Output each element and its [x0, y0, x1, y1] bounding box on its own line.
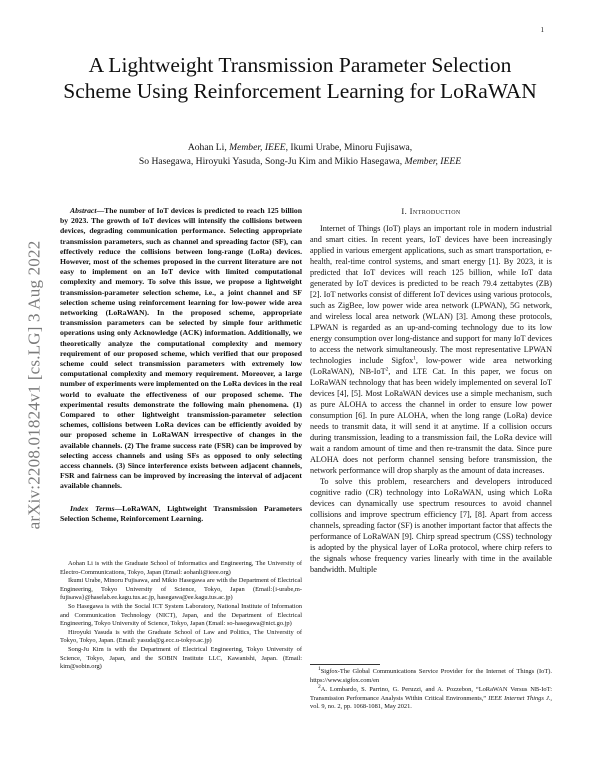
footnote-item: $^2$A. Lombardo, S. Parrino, G. Peruzzi, and A. Pozzebon, “LoRaWAN Versus NB-IoT: Transmission Performance Analysis Within Critical Environments,” IEEE Internet Things J., vol. 9, no. 2, pp. 1068-1081, May 2021.	[310, 684, 552, 711]
author-line-2: So Hasegawa, Hiroyuki Yasuda, Song-Ju Kim and Mikio Hasegawa, Member, IEEE	[138, 155, 462, 167]
affiliation-item: So Hasegawa is with the Social ICT System Laboratory, National Institute of Information and Communication Technology (NICT), Japan, and the Department of Electrical Engineering, Tokyo University of Science, Tokyo, Japan (Email: so-hasegawa@nict.go.jp)	[60, 602, 302, 628]
member-ieee-2: Member, IEEE	[404, 155, 462, 167]
index-terms-lead: Index Terms	[70, 503, 115, 513]
affiliation-item: Song-Ju Kim is with the Department of Electrical Engineering, Tokyo University of Science, Tokyo, Japan, and the SOBIN Institute LLC, Kawanishi, Japan. (Email: kim@sobin.org)	[60, 645, 302, 671]
introduction-body	[310, 223, 552, 575]
section-title: Introduction	[409, 206, 461, 216]
author-line-1: Aohan Li, Member, IEEE, Ikumi Urabe, Minoru Fujisawa,	[187, 142, 413, 153]
abstract-lead: Abstract	[70, 206, 97, 215]
intro-paragraph: Internet of Things (IoT) plays an important role in modern industrial and smart cities. In recent years, IoT devices have been increasingly applied in various emergent applications, such as smart transportation, e-health, real-time control systems, and smart energy [1]. By 2023, it is predicted that IoT devices will reach 125 billion, while IoT data generated by IoT devices is predicted to be reach 79.4 zettabytes (ZB) [2]. IoT networks consist of different IoT devices using various protocols, such as ZigBee, low power wide area network (LPWAN), 5G network, and wireless local area network (WLAN) [3]. Among these protocols, LPWAN is regarded as an up-and-coming technology due to its low energy consumption over long-distance and support for many IoT devices to access the network simultaneously. The most representative LPWAN technologies include Sigfox$^1$, low-power wide area networking (LoRaWAN), NB-IoT$^2$, and LTE Cat. In this paper, we focus on LoRaWAN technology that has been widely implemented on several IoT devices [4], [5]. Most LoRaWAN devices use a simple mechanism, such as pure ALOHA to access the channel in order to ensure low power consumption [6]. In pure ALOHA, when the long range (LoRa) device needs to transmit data, it will send it at anytime. If a collision occurs during transmission, leading to a transmission fail, the LoRa device will wait a random amount of time and then re-transmit the data. Since pure ALOHA does not perform channel sensing before transmission, the network performance will drop sharply as the amount of data increases.	[310, 224, 552, 475]
footnote-item: $^1$Sigfox-The Global Communications Service Provider for the Internet of Things (IoT). https://www.sigfox.com/en	[310, 665, 552, 684]
arxiv-watermark	[24, 200, 44, 570]
member-ieee-1: Member, IEEE	[229, 142, 286, 153]
arxiv-id: arXiv:2208.01824v1 [cs.LG] 3 Aug 2022	[24, 240, 44, 530]
left-column	[60, 206, 302, 524]
footnote-ref[interactable]: 2	[385, 366, 389, 373]
abstract	[60, 206, 302, 492]
section-numeral: I.	[401, 206, 410, 216]
affiliations	[60, 560, 302, 672]
affiliation-item: Ikumi Urabe, Minoru Fujisawa, and Mikio Hasegawa are with the Department of Electrical Engineering, Tokyo University of Science, Tokyo, Japan (Email:{i-urabe,m-fujisawa}@haselab.ee.kagu.tus.ac.jp, hasegawa@ee.kagu.tus.ac.jp)	[60, 577, 302, 602]
footnotes	[310, 664, 552, 713]
index-terms	[60, 504, 302, 524]
intro-paragraph: To solve this problem, researchers and developers introduced cognitive radio (CR) technology into LoRaWAN, using which LoRa devices can dynamically use spectrum resources to avoid channel collisions and improve spectrum efficiency [7], [8]. Apart from access channels, spreading factor (SF) is another important factor that affects the performance of LoRaWAN [9]. Chirp spread spectrum (CSS) technology is adopted by the physical layer of LoRa protocol, where chirp refers to the signals whose frequency varies linearly with time in the available bandwidth. Multiple	[310, 477, 552, 574]
index-terms-text: —LoRaWAN, Lightweight Transmission Parameters Selection Scheme, Reinforcement Learning.	[60, 503, 302, 523]
author-list	[60, 141, 540, 168]
section-heading	[310, 206, 552, 217]
right-column	[310, 206, 552, 575]
paper-title: A Lightweight Transmission Parameter Selection Scheme Using Reinforcement Learning for LoRaWAN	[63, 53, 537, 103]
footnote-ref[interactable]: 1	[413, 355, 416, 362]
page-number: 1	[540, 26, 544, 34]
affiliation-item: Hiroyuki Yasuda is with the Graduate School of Law and Politics, The University of Tokyo, Tokyo, Japan. (Email: yasuda@g.ecc.u-tokyo.ac.jp)	[60, 628, 302, 645]
footnote-rule	[310, 664, 380, 665]
abstract-text: —The number of IoT devices is predicted to reach 125 billion by 2023. The growth of IoT devices will intensify the collisions between devices, degrading communication performance. Selecting appropriate transmission parameters, such as channel and spreading factor (SF), can effectively reduce the collisions between long-range (LoRa) devices. However, most of the schemes proposed in the current literature are not easy to implement on an IoT device with limited computational complexity and memory. To solve this issue, we propose a lightweight transmission-parameter selection scheme, i.e., a joint channel and SF selection scheme using reinforcement learning for low-power wide area networking (LoRaWAN). In the proposed scheme, appropriate transmission parameters can be selected by simple four arithmetic operations using only Acknowledge (ACK) information. Additionally, we theoretically analyze the computational complexity and memory requirement of our proposed scheme, which verified that our proposed scheme could select transmission parameters with extremely low computational complexity and memory requirement. Moreover, a large number of experiments were implemented on the LoRa devices in the real world to evaluate the effectiveness of our proposed scheme. The experimental results demonstrate the following main phenomena. (1) Compared to other lightweight transmission-parameter selection schemes, collisions between LoRa devices can be efficiently avoided by our proposed scheme in LoRaWAN irrespective of changes in the available channels. (2) The frame success rate (FSR) can be improved by selecting access channels and using SFs as opposed to only selecting access channels. (3) Since interference exists between adjacent channels, FSR and fairness can be improved by increasing the interval of adjacent available channels.	[60, 206, 302, 491]
affiliation-item: Aohan Li is with the Graduate School of Informatics and Engineering, The University of Electro-Communications, Tokyo, Japan (Email: aohanli@ieee.org)	[60, 560, 302, 576]
